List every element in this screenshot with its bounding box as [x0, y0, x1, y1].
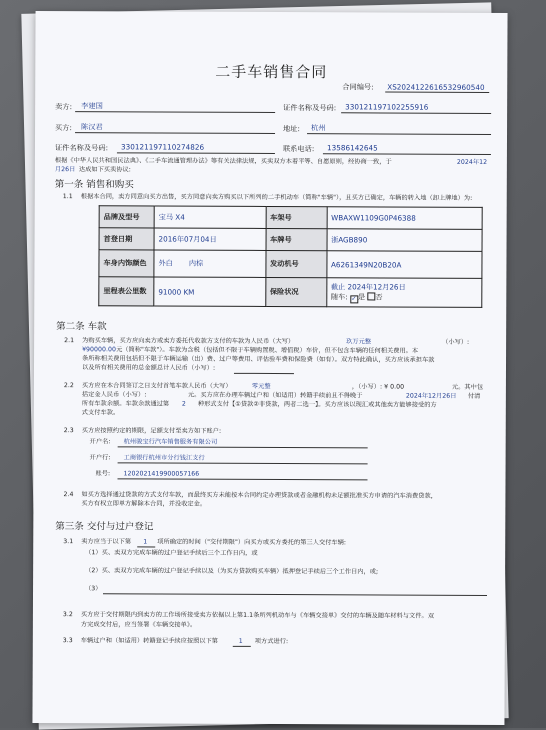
clause-2-2-no: 2.2 — [63, 382, 74, 390]
contract-title: 二手车销售合同 — [215, 62, 328, 82]
engine-value: A6261349N20B20A — [326, 251, 482, 279]
buyer-label: 买方: — [55, 123, 73, 133]
insurance-until: 截止 2024年12月26日 — [330, 281, 406, 292]
bank-account-label: 账号: — [95, 470, 111, 478]
clause-2-1-amount: ¥90000.00 — [82, 346, 117, 354]
table-row — [99, 228, 482, 252]
clause-2-1-line3: 条所称相关费用包括但不限于车辆运输（出）费、过户等费用、评估验车费和保险费（如有）。双方特此确认，买方应该承担车款 — [82, 355, 435, 364]
table-row — [99, 277, 482, 308]
clause-2-2-line2c: 付清 — [467, 392, 481, 400]
clause-2-4-line2: 买方有权立即单方解除本合同，并没收定金。 — [81, 500, 207, 508]
checkbox-no — [367, 292, 375, 300]
bank-account: 1202021419900057166 — [123, 470, 200, 478]
article1-heading: 第一条 销售和购买 — [54, 179, 134, 191]
reg-date-label: 首登日期 — [99, 228, 154, 250]
mileage-label: 里程表公里数 — [99, 277, 154, 306]
color-value — [154, 250, 266, 277]
clause-2-1-line4: 以及所有相关费用的总金额总计人民币（小写）: — [81, 364, 216, 372]
insurance-no: 否 — [375, 291, 383, 301]
bank-name-label: 开户行: — [89, 454, 111, 462]
color-exterior: 外白 — [158, 258, 173, 268]
clause-1-1-no: 1.1 — [62, 193, 73, 201]
clause-2-2-small: ，（小写）: ¥ 0.00 — [351, 383, 405, 391]
preamble-date-b: 月26日 — [54, 166, 76, 174]
clause-3-1-option3: （3） — [85, 585, 102, 593]
bank-name: 工商银行杭州市分行钱江支行 — [123, 454, 205, 462]
clause-3-3-option: 1 — [238, 637, 243, 645]
clause-2-2-line4: 式支付车款。 — [81, 409, 120, 417]
clause-3-3-line1a: 车辆过户和（如适用）转籍登记手续应按照以下第 — [80, 637, 219, 645]
clause-2-2-line1-end: 元。其中包 — [451, 383, 484, 391]
vin-value: WBAXW1109G0P46388 — [327, 207, 483, 230]
clause-3-1-option1: （1）买、卖双方完成车辆的过户登记手续后三个工作日内，或 — [85, 549, 258, 557]
seller-name: 李建国 — [81, 101, 103, 111]
clause-3-1-option2: （2）买、卖双方完成车辆的过户登记手续以及（为买方贷款购买车辆）抵押登记手续后三个工作日内，或; — [85, 567, 379, 576]
clause-2-2-line2b: 元。买方应在办理车辆过户和（如适用）转籍手续前且不得晚于 — [187, 391, 363, 400]
clause-3-1-line1b: 项所确定的时间（"交付期限"）向买方或买方委托的第三人交付车辆: — [157, 538, 347, 547]
insurance-label: 保险状况 — [265, 277, 326, 306]
engine-label: 发动机号 — [265, 250, 326, 277]
clause-2-2-words: 零元整 — [251, 382, 271, 391]
seller-label: 卖方: — [55, 102, 73, 112]
brand-label: 品牌及型号 — [99, 206, 154, 228]
clause-2-1-no: 2.1 — [64, 337, 75, 345]
clause-3-1-no: 3.1 — [63, 538, 74, 546]
article2-heading: 第二条 车款 — [56, 321, 107, 333]
insurance-value — [326, 278, 482, 308]
phone: 13586142645 — [326, 143, 378, 153]
clause-3-1-option: 1 — [143, 538, 148, 546]
plate-label: 车牌号 — [266, 228, 327, 250]
plate-value: 浙AGB890 — [327, 229, 483, 252]
article3-heading: 第三条 交付与过户登记 — [55, 521, 154, 533]
preamble-date-a: 2024年12 — [456, 158, 488, 166]
clause-2-1-amount-words: 玖万元整 — [346, 338, 372, 346]
mileage-value: 91000 KM — [154, 277, 266, 306]
address-label: 地址: — [283, 124, 301, 134]
clause-3-2-no: 3.2 — [62, 611, 73, 619]
clause-3-2-line2: 方完成交付后，应当签署《车辆交接单》。 — [80, 621, 197, 629]
clause-2-2-line3b: 种形式支付【①贷款②非贷款，两者二选一】。买方应该以现汇或其他卖方能够接受的方 — [197, 400, 437, 409]
clause-2-2-line3a: 所有车款余额。车款余款通过第 — [81, 400, 170, 408]
table-row — [99, 250, 482, 279]
phone-label: 联系电话: — [282, 144, 315, 154]
table-row — [99, 206, 482, 230]
clause-2-4-no: 2.4 — [63, 491, 74, 499]
contract-no: XS2024122616532960540 — [387, 82, 485, 92]
clause-2-1-small-label: （小写）: — [442, 338, 470, 346]
vehicle-info-table — [98, 205, 482, 308]
address: 杭州 — [311, 123, 326, 133]
clause-2-2-line1: 买方应在本合同签订之日支付首笔车款人民币（大写） — [81, 382, 232, 390]
brand-value: 宝马 X4 — [154, 206, 266, 228]
clause-2-3-no: 2.3 — [63, 427, 74, 435]
clause-2-4-line1: 如买方选择通过贷款的方式支付车款，而最终买方未能按本合同约定办理贷款或者金融机构未足额批准买方申请的汽车消费贷款， — [81, 491, 438, 500]
contract-no-label: 合同编号: — [342, 82, 374, 92]
clause-1-1-text: 根据本合同，卖方同意向买方出售，买方同意向卖方购买以下所列的二手机动车（简称"车辆"），且买方已确定，车辆的转入地（卸上牌地）为: — [80, 193, 473, 202]
color-label: 车身内饰颜色 — [99, 250, 154, 277]
buyer-id: 330121197110274826 — [120, 142, 205, 152]
clause-3-3-line1b: 项方式进行: — [254, 637, 289, 646]
preamble-line2: 达成如下买卖协议: — [78, 166, 131, 174]
insurance-transfer-label: 随车: — [330, 291, 348, 301]
buyer-name: 陈汉君 — [81, 122, 103, 132]
contract-page — [32, 11, 507, 725]
seller-id-label: 证件名称及号码: — [283, 103, 337, 113]
clause-3-2-line1: 买方应于交付期限内到卖方的工作场所接受卖方依据以上第1.1条所列机动车与《车辆交接单》交付的车辆及随车材料与文件。双 — [80, 611, 434, 620]
clause-2-2-option: 2 — [181, 400, 186, 408]
reg-date-value: 2016年07月04日 — [154, 228, 266, 250]
preamble-line1: 根据《中华人民共和国民法典》、《二手车流通管理办法》等有关法律法规，买卖双方本着平等、自愿原则，经协商一致，于 — [54, 157, 392, 166]
clause-2-2-line2a: 括定金人民币（小写）: — [81, 391, 147, 399]
clause-2-1-line2: 元（简称"车款"）。车款为含税（包括但不限于车辆购置税、增值税）车价，但不包含车辆的任何相关费用。本 — [116, 346, 419, 355]
insurance-yes: 是 — [357, 291, 366, 301]
clause-2-1-line1: 为购买车辆，买方应向卖方或卖方委托代收款方支付的车款为人民币（大写） — [82, 337, 295, 346]
color-interior: 内棕 — [188, 258, 204, 268]
buyer-id-label: 证件名称及号码: — [54, 143, 109, 153]
checkbox-yes-checked: ✓ — [351, 294, 357, 302]
seller-id: 330121197102255916 — [345, 102, 429, 112]
clause-2-3-line1: 买方应按照约定的期限，足额支付至卖方如下账户: — [81, 427, 222, 435]
clause-3-3-no: 3.3 — [62, 637, 73, 645]
bank-holder-label: 开户名: — [89, 438, 111, 446]
vin-label: 车架号 — [266, 206, 327, 228]
clause-2-2-date: 2024年12月26日 — [405, 392, 457, 400]
clause-3-1-line1a: 卖方应当于以下第 — [81, 538, 132, 546]
bank-holder: 杭州骏宝行汽车销售服务有限公司 — [123, 438, 218, 446]
